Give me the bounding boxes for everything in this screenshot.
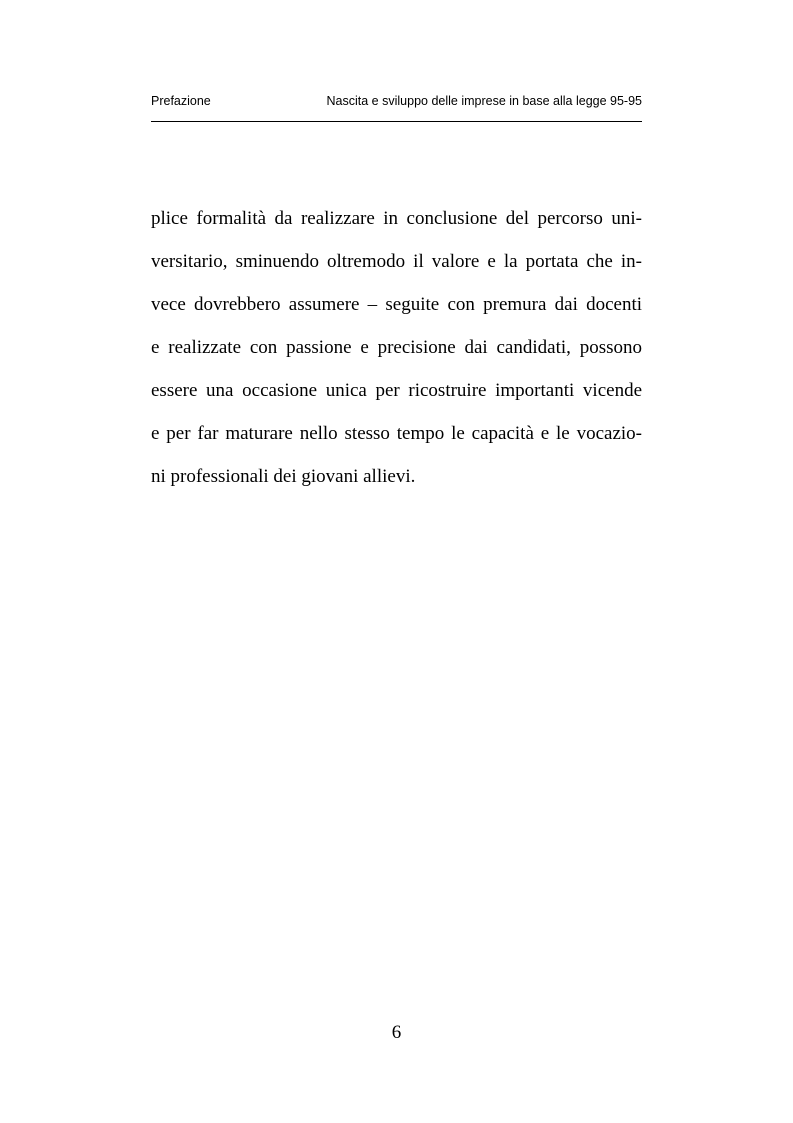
body-line: vece dovrebbero assumere – seguite con premura dai docenti [151,294,642,315]
body-paragraph [151,197,642,498]
body-line: ni professionali dei giovani allievi. [151,466,416,487]
header-divider [151,121,642,122]
body-line: plice formalità da realizzare in conclusione del percorso uni- [151,208,642,229]
header-section-title: Prefazione [151,94,211,108]
page-number: 6 [391,1022,402,1043]
header-document-title: Nascita e sviluppo delle imprese in base alla legge 95-95 [326,94,642,108]
body-line: essere una occasione unica per ricostruire importanti vicende [151,380,642,401]
running-header [151,92,642,112]
body-line: e per far maturare nello stesso tempo le capacità e le vocazio- [151,423,642,444]
body-line: versitario, sminuendo oltremodo il valore e la portata che in- [151,251,642,272]
body-line: e realizzate con passione e precisione dai candidati, possono [151,337,642,358]
